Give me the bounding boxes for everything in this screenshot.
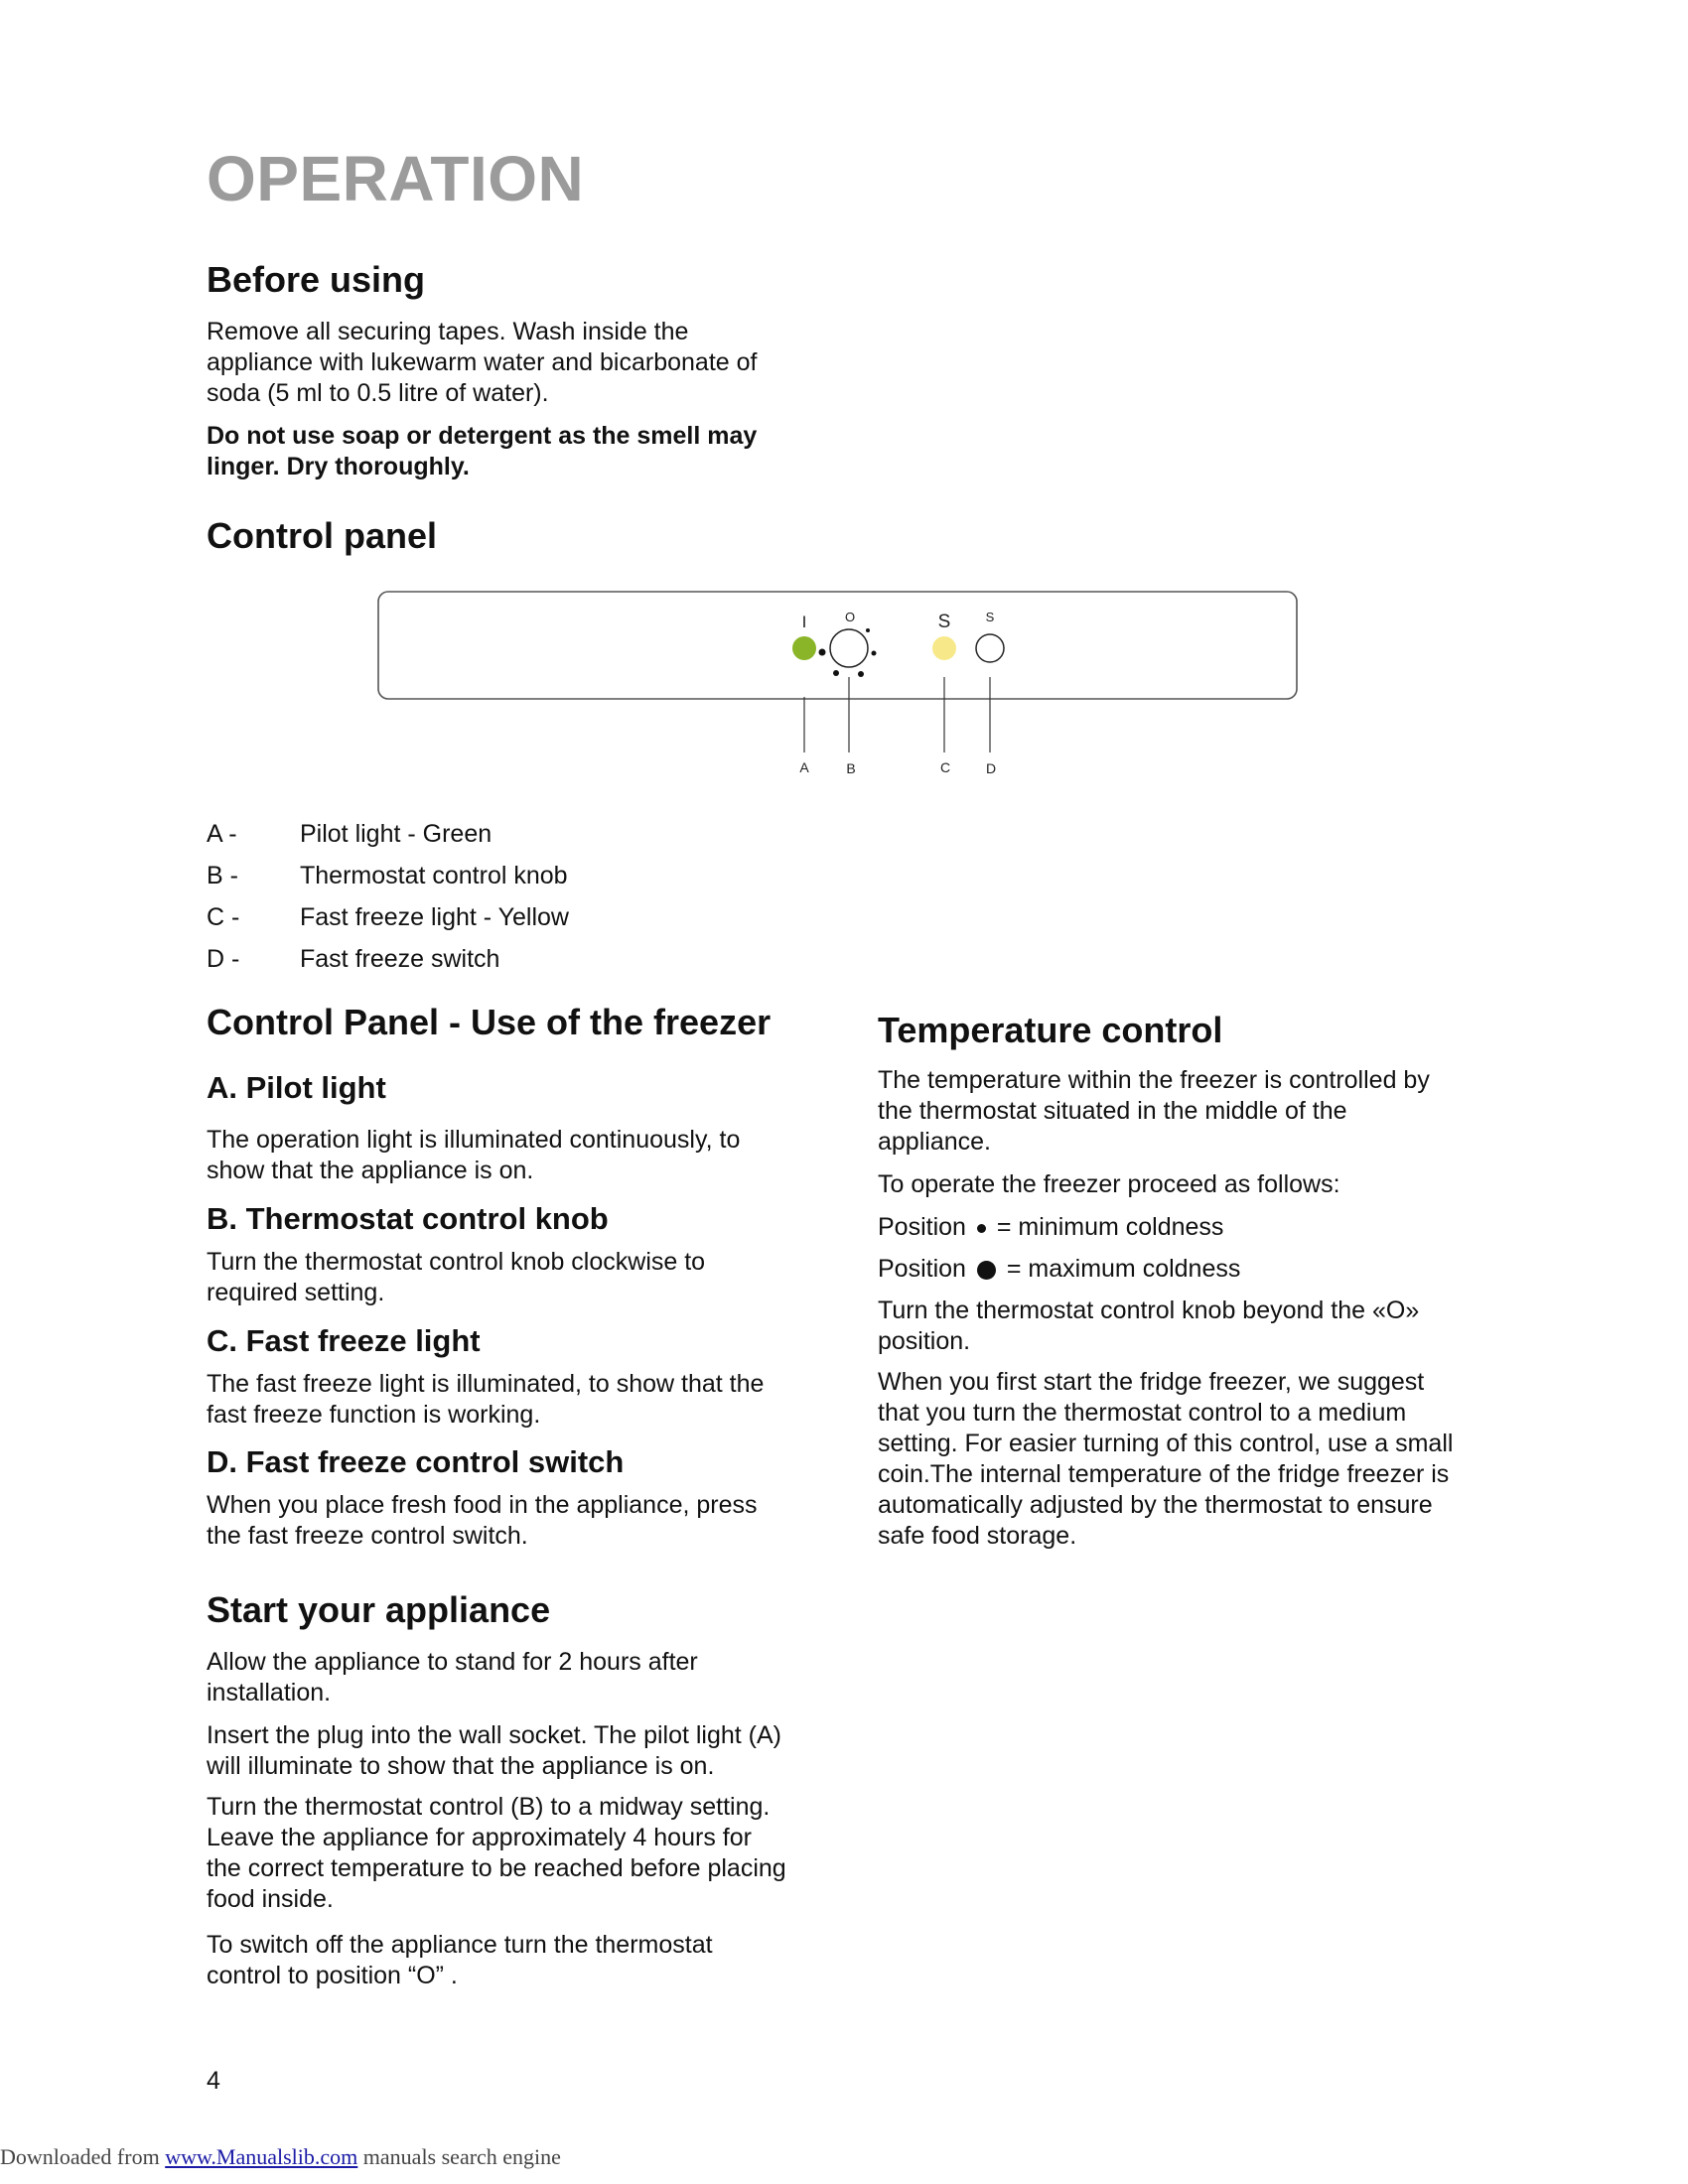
temperature-paragraph: [878, 1296, 1493, 1357]
line: Do not use soap or detergent as the smell may: [207, 422, 758, 450]
callout-a: A: [799, 759, 809, 775]
legend-key: B -: [207, 862, 238, 889]
position-label: Position: [878, 1255, 966, 1283]
callout-c: C: [939, 759, 951, 775]
temperature-paragraph: To operate the freezer proceed as follows:: [878, 1170, 1340, 1198]
footer-suffix: manuals search engine: [357, 2144, 561, 2169]
symbol-pilot: I: [801, 613, 807, 631]
heading-control-panel: Control panel: [207, 515, 437, 556]
fast-freeze-switch-icon: [976, 634, 1004, 662]
line: food inside.: [207, 1885, 334, 1913]
line: The operation light is illuminated continuously, to: [207, 1126, 741, 1154]
line: appliance.: [878, 1128, 991, 1156]
heading-before-using: Before using: [207, 259, 426, 300]
line: The temperature within the freezer is controlled by: [878, 1066, 1430, 1094]
line: required setting.: [207, 1279, 385, 1306]
pilot-light-icon: [792, 636, 816, 660]
fast-freeze-light-icon: [932, 636, 956, 660]
line: Allow the appliance to stand for 2 hours after: [207, 1648, 698, 1676]
line: When you place fresh food in the appliance, press: [207, 1491, 758, 1519]
knob-dot: [866, 628, 870, 632]
position-text: = minimum coldness: [996, 1213, 1224, 1241]
fast-freeze-switch-text: [207, 1490, 822, 1552]
footer-link[interactable]: www.Manualslib.com: [165, 2144, 358, 2169]
line: show that the appliance is on.: [207, 1157, 534, 1184]
line: installation.: [207, 1679, 332, 1706]
large-dot-icon: [977, 1261, 996, 1280]
line: control to position “O” .: [207, 1962, 458, 1989]
line: that you turn the thermostat control to a medium: [878, 1399, 1407, 1427]
thermostat-knob-text: [207, 1247, 822, 1308]
position-max-row: [878, 1254, 1493, 1285]
start-paragraph: [207, 1792, 822, 1915]
page-title: OPERATION: [207, 143, 585, 214]
callout-b: B: [846, 760, 856, 776]
line: Leave the appliance for approximately 4 hours for: [207, 1824, 752, 1851]
knob-dot: [872, 651, 877, 656]
heading-thermostat-knob: B. Thermostat control knob: [207, 1201, 609, 1236]
line: Turn the thermostat control (B) to a midway setting.: [207, 1793, 771, 1821]
line: fast freeze function is working.: [207, 1401, 541, 1429]
line: linger. Dry thoroughly.: [207, 453, 470, 480]
line: To switch off the appliance turn the thermostat: [207, 1931, 713, 1959]
symbol-switch: S: [985, 610, 995, 624]
heading-use-of-freezer: Control Panel - Use of the freezer: [207, 1002, 772, 1042]
heading-fast-freeze-light: C. Fast freeze light: [207, 1323, 481, 1358]
legend-key: A -: [207, 820, 237, 848]
legend-key: C -: [207, 903, 240, 931]
line: The fast freeze light is illuminated, to show that the: [207, 1370, 765, 1398]
position-label: Position: [878, 1213, 966, 1241]
legend-value: Fast freeze switch: [300, 945, 500, 973]
before-using-warning: [207, 421, 822, 482]
line: Remove all securing tapes. Wash inside the: [207, 318, 689, 345]
before-using-paragraph: [207, 317, 822, 409]
pilot-light-text: [207, 1125, 822, 1186]
heading-temperature-control: Temperature control: [878, 1010, 1223, 1050]
knob-dot: [819, 649, 826, 656]
callout-d: D: [985, 760, 997, 776]
line: appliance with lukewarm water and bicarbonate of: [207, 348, 758, 376]
line: the thermostat situated in the middle of the: [878, 1097, 1347, 1125]
temperature-paragraph: [878, 1367, 1493, 1552]
symbol-fast-freeze: S: [937, 612, 951, 632]
footer: [0, 2144, 561, 2170]
start-paragraph: [207, 1647, 822, 1708]
line: automatically adjusted by the thermostat to ensure: [878, 1491, 1433, 1519]
position-min-row: [878, 1212, 1493, 1243]
legend-value: Fast freeze light - Yellow: [300, 903, 569, 931]
line: Turn the thermostat control knob clockwise to: [207, 1248, 706, 1276]
start-paragraph: [207, 1720, 822, 1782]
line: setting. For easier turning of this control, use a small: [878, 1430, 1454, 1457]
line: the fast freeze control switch.: [207, 1522, 528, 1550]
legend-key: D -: [207, 945, 240, 973]
line: coin.The internal temperature of the fridge freezer is: [878, 1460, 1450, 1488]
heading-start-appliance: Start your appliance: [207, 1589, 551, 1630]
line: Turn the thermostat control knob beyond the «O»: [878, 1297, 1420, 1324]
line: will illuminate to show that the appliance is on.: [207, 1752, 715, 1780]
knob-dot: [833, 670, 839, 676]
temperature-paragraph: [878, 1065, 1493, 1158]
footer-prefix: Downloaded from: [0, 2144, 166, 2169]
position-text: = maximum coldness: [1006, 1255, 1241, 1283]
legend-value: Thermostat control knob: [300, 862, 568, 889]
line: position.: [878, 1327, 971, 1355]
symbol-thermostat: O: [844, 610, 856, 624]
line: safe food storage.: [878, 1522, 1077, 1550]
heading-fast-freeze-switch: D. Fast freeze control switch: [207, 1444, 625, 1479]
start-paragraph: [207, 1930, 822, 1991]
page-number: 4: [207, 2067, 220, 2095]
line: the correct temperature to be reached before placing: [207, 1854, 786, 1882]
line: When you first start the fridge freezer, we suggest: [878, 1368, 1425, 1396]
fast-freeze-light-text: [207, 1369, 822, 1431]
knob-dot: [858, 671, 864, 677]
small-dot-icon: [977, 1224, 986, 1233]
legend-value: Pilot light - Green: [300, 820, 492, 848]
line: Insert the plug into the wall socket. The pilot light (A): [207, 1721, 782, 1749]
heading-pilot-light: A. Pilot light: [207, 1070, 386, 1105]
line: soda (5 ml to 0.5 litre of water).: [207, 379, 549, 407]
thermostat-knob-icon: [830, 629, 868, 667]
control-panel-diagram: [367, 586, 1311, 784]
